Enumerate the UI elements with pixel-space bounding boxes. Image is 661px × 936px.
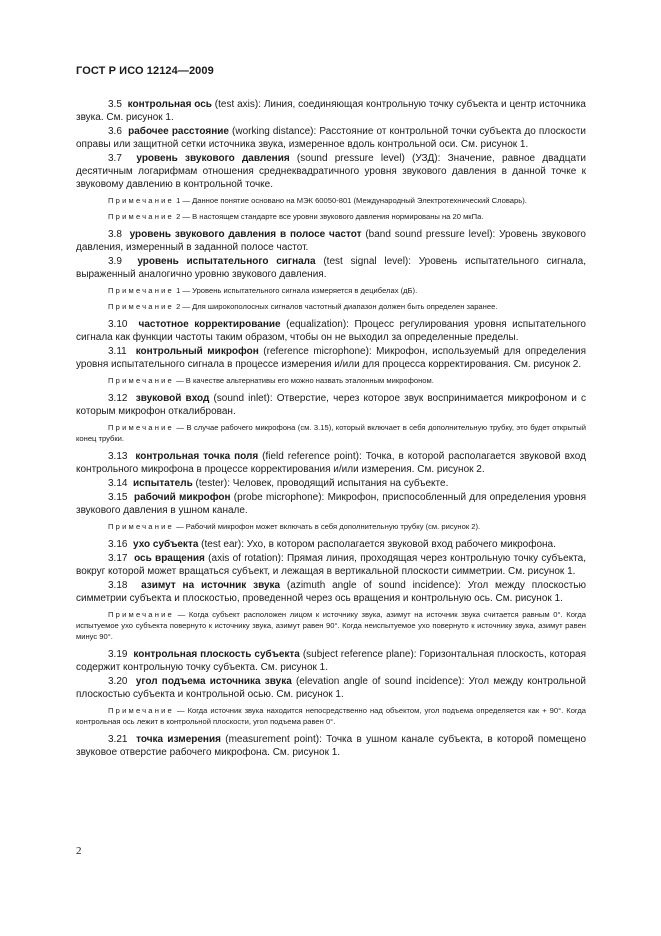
definition-entry [76, 552, 586, 578]
note-label: Примечание [108, 376, 174, 385]
definition-entry [76, 255, 586, 281]
definition-text: (test signal level): Уровень испытательного сигнала, выраженный аналогично уровню звукового давления. [76, 256, 587, 280]
definition-number: 3.5 [108, 99, 122, 110]
definition-text: (sound pressure level) (УЗД): Значение, равное двадцати десятичным логарифмам отношения среднеквадратичного уровня звукового давления в данной точке к звуковому давлению в контрольной точке. [76, 153, 586, 190]
definition-number: 3.16 [108, 539, 128, 550]
note-entry [76, 422, 586, 444]
definition-term: точка измерения [136, 734, 221, 745]
definition-number: 3.13 [108, 451, 128, 462]
note-entry [76, 211, 586, 222]
definition-entry [76, 491, 586, 517]
definition-entry [76, 98, 586, 124]
definition-entry [76, 125, 586, 151]
definition-number: 3.9 [108, 256, 122, 267]
note-label: Примечание [108, 286, 174, 295]
note-entry [76, 195, 586, 206]
note-text: 1 — Уровень испытательного сигнала измеряется в децибелах (дБ). [173, 286, 418, 295]
definition-number: 3.17 [108, 553, 128, 564]
definition-text: (tester): Человек, проводящий испытания на субъекте. [192, 478, 449, 489]
definition-entry [76, 733, 586, 759]
definition-text: (equalization): Процесс регулирования уровня испытательного сигнала как функции частоты таким образом, чтобы он не выходил за определенные пределы. [76, 319, 586, 343]
definition-text: (sound inlet): Отверстие, через которое звук воспринимается микрофоном и с которым микрофон откалиброван. [76, 393, 586, 417]
definition-number: 3.14 [108, 478, 128, 489]
definition-text: (test ear): Ухо, в котором располагается звуковой вход рабочего микрофона. [198, 539, 556, 550]
definition-number: 3.8 [108, 229, 122, 240]
definition-text: (measurement point): Точка в ушном канале субъекта, в которой помещено звуковое отверстие рабочего микрофона. См. рисунок 1. [76, 734, 587, 758]
definition-term: ось вращения [134, 553, 205, 564]
definition-entry [76, 579, 586, 605]
note-label: Примечание [108, 302, 174, 311]
definition-term: рабочий микрофон [133, 492, 231, 503]
document-header: ГОСТ Р ИСО 12124—2009 [76, 65, 214, 77]
definition-term: частотное корректирование [138, 319, 281, 330]
definition-entry [76, 152, 586, 191]
definition-term: контрольная ось [127, 99, 212, 110]
definition-text: (elevation angle of sound incidence): Угол между контрольной плоскостью субъекта и контрольной осью. См. рисунок 1. [76, 676, 587, 700]
note-label: Примечание [108, 423, 174, 432]
definition-number: 3.20 [108, 676, 128, 687]
page-number: 2 [76, 845, 82, 857]
note-text: — Когда источник звука находится непосредственно над объектом, угол подъема определяется как + 90°. Когда контрольная ось лежит в контрольной плоскости, угол подъема равен 0°. [76, 706, 586, 726]
definition-text: (probe microphone): Микрофон, приспособленный для определения уровня звукового давления в ушном канале. [76, 492, 586, 516]
note-label: Примечание [108, 706, 174, 715]
definition-text: (axis of rotation): Прямая линия, проходящая через контрольную точку субъекта, вокруг которой может вращаться субъект, и лежащая в вертикальной плоскости симметрии. См. рисунок 1. [76, 553, 586, 577]
definition-term: уровень звукового давления [136, 153, 290, 164]
definition-term: азимут на источник звука [141, 580, 281, 591]
note-entry [76, 285, 586, 296]
note-entry [76, 521, 586, 532]
definition-entry [76, 345, 586, 371]
note-text: — В качестве альтернативы его можно назвать эталонным микрофоном. [173, 376, 434, 385]
definition-term: контрольная плоскость субъекта [133, 649, 300, 660]
definition-term: контрольная точка поля [135, 451, 259, 462]
definition-term: ухо субъекта [133, 539, 199, 550]
definition-number: 3.11 [108, 346, 127, 357]
definition-number: 3.6 [108, 126, 122, 137]
definition-text: (working distance): Расстояние от контрольной точки субъекта до плоскости оправы или защитной сетки источника звука, измеренное вдоль контрольной оси. См. рисунок 1. [76, 126, 586, 150]
definition-term: испытатель [133, 478, 193, 489]
definition-term: уровень испытательного сигнала [137, 256, 316, 267]
definition-text: (test axis): Линия, соединяющая контрольную точку субъекта и центр источника звука. См. рисунок 1. [76, 99, 586, 123]
definition-number: 3.18 [108, 580, 128, 591]
definition-text: (field reference point): Точка, в которой располагается звуковой вход контрольного микрофона в процессе корректирования и/или измерения. См. рисунок 2. [76, 451, 586, 475]
definition-term: уровень звукового давления в полосе частот [129, 229, 362, 240]
definition-number: 3.10 [108, 319, 128, 330]
note-entry [76, 609, 586, 642]
definition-number: 3.21 [108, 734, 128, 745]
definition-entry [76, 648, 586, 674]
definition-entry [76, 450, 586, 476]
note-entry [76, 301, 586, 312]
definition-number: 3.15 [108, 492, 128, 503]
note-entry [76, 375, 586, 386]
definition-text: (band sound pressure level): Уровень звукового давления, измеренный в заданной полосе частот. [76, 229, 586, 253]
definition-entry [76, 675, 586, 701]
definition-entry [76, 318, 586, 344]
note-label: Примечание [108, 212, 174, 221]
definition-entry [76, 392, 586, 418]
note-text: 2 — В настоящем стандарте все уровни звукового давления нормированы на 20 мкПа. [173, 212, 484, 221]
note-label: Примечание [108, 196, 174, 205]
note-text: — В случае рабочего микрофона (см. 3.15), который включает в себя дополнительную трубку, это будет открытый конец трубки. [76, 423, 586, 443]
definition-entry [76, 477, 586, 490]
definition-text: (azimuth angle of sound incidence): Угол между плоскостью симметрии субъекта и плоскостью, проведенной через ось вращения и контрольную ось. См. рисунок 1. [76, 580, 586, 604]
definition-entry [76, 228, 586, 254]
note-text: 2 — Для широкополосных сигналов частотный диапазон должен быть определен заранее. [173, 302, 498, 311]
note-label: Примечание [108, 610, 174, 619]
definition-number: 3.7 [108, 153, 122, 164]
note-text: — Когда субъект расположен лицом к источнику звука, азимут на источник звука считается равным 0°. Когда испытуемое ухо субъекта повернуто к источнику звука, азимут равен 90°. Когда неиспытуемое ухо повернуто к источнику звука, азимут равен минус 90°. [76, 610, 586, 641]
definition-term: рабочее расстояние [128, 126, 229, 137]
definition-term: контрольный микрофон [135, 346, 259, 357]
note-text: — Рабочий микрофон может включать в себя дополнительную трубку (см. рисунок 2). [173, 522, 481, 531]
definition-entry [76, 538, 586, 551]
definition-text: (subject reference plane): Горизонтальная плоскость, которая содержит контрольную точку субъекта. См. рисунок 1. [76, 649, 586, 673]
note-label: Примечание [108, 522, 174, 531]
definition-number: 3.19 [108, 649, 128, 660]
note-text: 1 — Данное понятие основано на МЭК 60050-801 (Международный Электротехнический Словарь). [173, 196, 527, 205]
definition-term: угол подъема источника звука [135, 676, 292, 687]
definition-text: (reference microphone): Микрофон, используемый для определения уровня испытательного сигнала в процессе измерения и/или для процесса корректирования. См. рисунок 2. [76, 346, 586, 370]
note-entry [76, 705, 586, 727]
document-body [76, 98, 586, 760]
definition-term: звуковой вход [135, 393, 210, 404]
definition-number: 3.12 [108, 393, 128, 404]
